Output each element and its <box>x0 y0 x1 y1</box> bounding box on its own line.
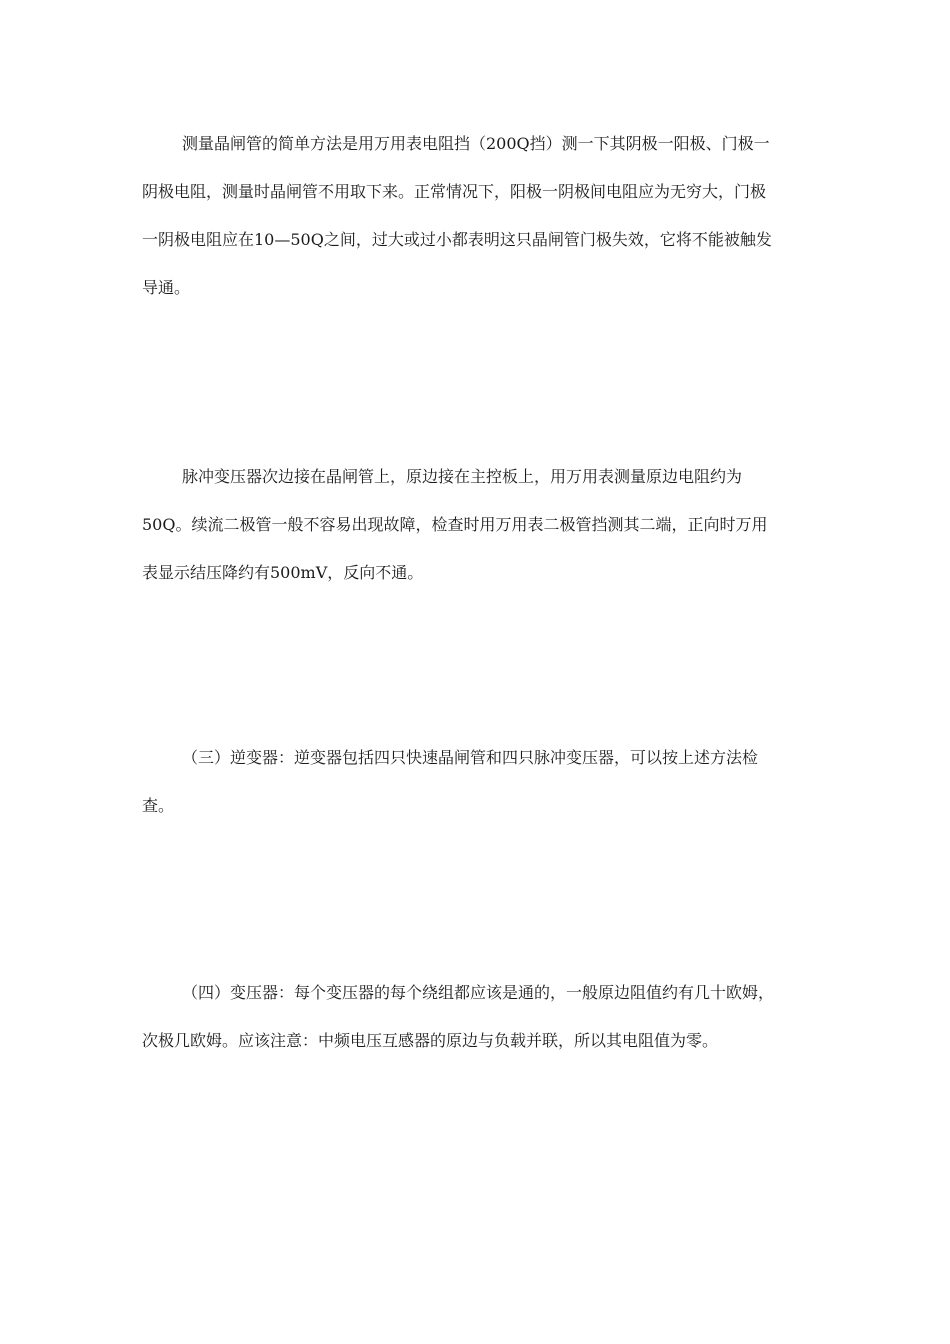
paragraph-line: 次极几欧姆。应该注意：中频电压互感器的原边与负载并联，所以其电阻值为零。 <box>142 1031 719 1050</box>
paragraph-pulse-transformer <box>142 453 810 597</box>
paragraph-thyristor-test <box>142 120 810 312</box>
paragraph-inverter <box>142 734 810 830</box>
paragraph-line: （三）逆变器：逆变器包括四只快速晶闸管和四只脉冲变压器，可以按上述方法检 <box>182 748 759 767</box>
paragraph-line: （四）变压器：每个变压器的每个绕组都应该是通的，一般原边阻值约有几十欧姆， <box>182 983 775 1002</box>
paragraph-line: 测量晶闸管的简单方法是用万用表电阻挡（200Q挡）测一下其阴极一阳极、门极一 <box>182 134 770 153</box>
paragraph-line: 查。 <box>142 796 175 815</box>
paragraph-line: 一阴极电阻应在10—50Q之间，过大或过小都表明这只晶闸管门极失效，它将不能被触发 <box>142 230 772 249</box>
paragraph-line: 导通。 <box>142 278 191 297</box>
paragraph-line: 脉冲变压器次边接在晶闸管上，原边接在主控板上，用万用表测量原边电阻约为 <box>182 467 743 486</box>
paragraph-line: 表显示结压降约有500mV，反向不通。 <box>142 563 424 582</box>
paragraph-line: 50Q。续流二极管一般不容易出现故障，检查时用万用表二极管挡测其二端，正向时万用 <box>142 515 768 534</box>
paragraph-transformer <box>142 969 810 1065</box>
paragraph-line: 阴极电阻，测量时晶闸管不用取下来。正常情况下，阳极一阴极间电阻应为无穷大，门极 <box>142 182 767 201</box>
